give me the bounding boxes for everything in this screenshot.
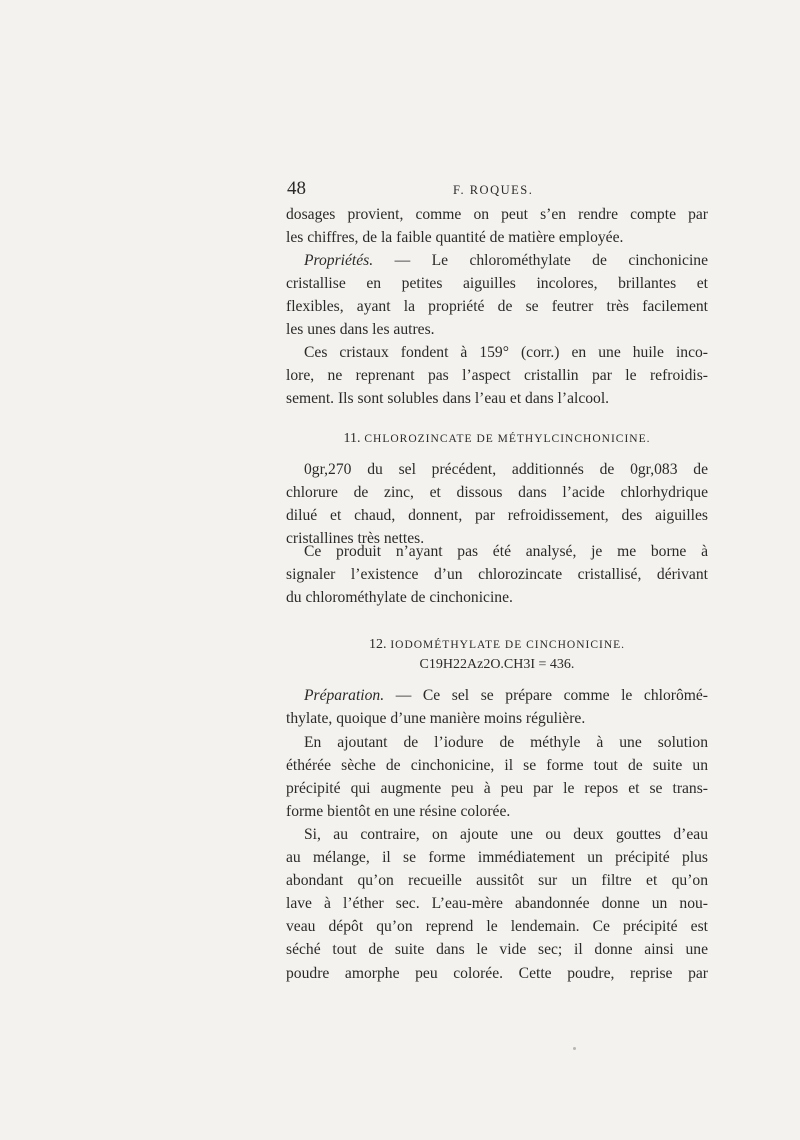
text-line: flexibles, ayant la propriété de se feutrer très facilement <box>286 298 708 316</box>
paragraph-dosages <box>286 203 708 249</box>
text-line: — Le chlorométhylate de cinchonicine <box>373 252 708 269</box>
text-line: dilué et chaud, donnent, par refroidissement, des aiguilles <box>286 507 708 525</box>
text-line: — Ce sel se prépare comme le chlorômé- <box>384 687 708 704</box>
paragraph-produit <box>286 540 708 609</box>
text-line: Ce produit n’ayant pas été analysé, je me borne à <box>304 543 708 560</box>
text-line: du chlorométhylate de cinchonicine. <box>286 589 513 607</box>
section-heading-11 <box>286 431 708 447</box>
italic-label: Préparation. <box>304 687 385 704</box>
text-line: les unes dans les autres. <box>286 321 435 339</box>
text-line: abondant qu’on recueille aussitôt sur un filtre et qu’on <box>286 872 708 890</box>
paragraph-contraire <box>286 823 708 985</box>
text-line: lore, ne reprenant pas l’aspect cristallin par le refroidis- <box>286 367 708 385</box>
text-line: précipité qui augmente peu à peu par le repos et se trans- <box>286 780 708 798</box>
text-line: au mélange, il se forme immédiatement un précipité plus <box>286 849 708 867</box>
chemical-formula: C19H22Az2O.CH3I = 436. <box>419 657 575 672</box>
text-line: cristallise en petites aiguilles incolores, brillantes et <box>286 275 708 293</box>
text-line: En ajoutant de l’iodure de méthyle à une solution <box>304 734 708 751</box>
text-line: Si, au contraire, on ajoute une ou deux gouttes d’eau <box>304 826 708 843</box>
paragraph-preparation <box>286 684 708 730</box>
section-number: 11. <box>343 431 361 446</box>
text-line: 0gr,270 du sel précédent, additionnés de 0gr,083 de <box>304 461 708 478</box>
text-line: signaler l’existence d’un chlorozincate cristallisé, dérivant <box>286 566 708 584</box>
paper-speck <box>573 1047 576 1050</box>
page-number: 48 <box>287 178 306 199</box>
section-number: 12. <box>368 637 387 652</box>
paragraph-proprietes <box>286 249 708 341</box>
text-line: poudre amorphe peu colorée. Cette poudre, reprise par <box>286 964 708 982</box>
italic-label: Propriétés. <box>304 252 374 269</box>
paragraph-iodure <box>286 731 708 823</box>
text-line: éthérée sèche de cinchonicine, il se forme tout de suite un <box>286 757 708 775</box>
section-title: IODOMÉTHYLATE DE CINCHONICINE. <box>390 639 626 651</box>
section-title: CHLOROZINCATE DE MÉTHYLCINCHONICINE. <box>364 433 651 445</box>
paragraph-chlorozincate <box>286 458 708 550</box>
running-head: F. ROQUES. <box>453 183 534 197</box>
text-line: séché tout de suite dans le vide sec; il donne ainsi une <box>286 941 708 959</box>
text-line: veau dépôt qu’on reprend le lendemain. Ce précipité est <box>286 918 708 936</box>
section-heading-12 <box>286 637 708 653</box>
text-line: forme bientôt en une résine colorée. <box>286 803 511 821</box>
text-line: les chiffres, de la faible quantité de matière employée. <box>286 229 624 247</box>
text-line: cristallines très nettes. <box>286 530 425 548</box>
text-line: dosages provient, comme on peut s’en rendre compte par <box>286 206 708 223</box>
text-line: thylate, quoique d’une manière moins régulière. <box>286 710 586 728</box>
text-line: chlorure de zinc, et dissous dans l’acide chlorhydrique <box>286 484 708 502</box>
text-line: lave à l’éther sec. L’eau-mère abandonnée donne un nou- <box>286 895 708 913</box>
text-line: sement. Ils sont solubles dans l’eau et dans l’alcool. <box>286 390 610 408</box>
paragraph-cristaux <box>286 341 708 410</box>
text-line: Ces cristaux fondent à 159° (corr.) en une huile inco- <box>304 344 708 361</box>
